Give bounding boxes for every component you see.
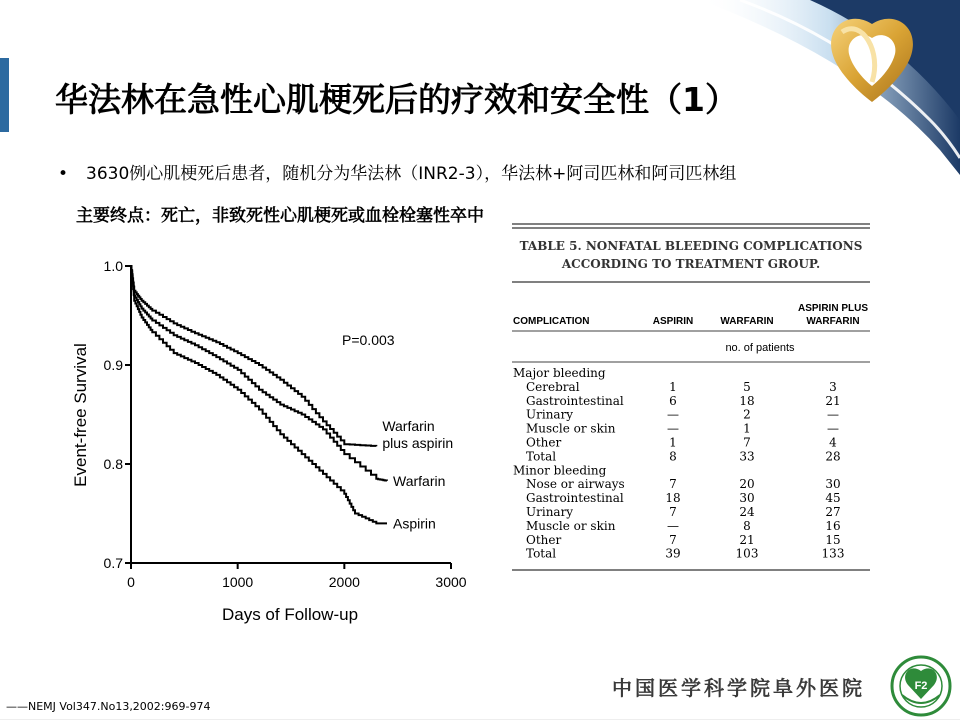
series-line-warfarin-plus-aspirin xyxy=(131,266,376,446)
table-cell: 16 xyxy=(825,518,841,533)
table-cell: — xyxy=(827,421,839,436)
table-cell: 6 xyxy=(669,393,677,408)
table-cell: 7 xyxy=(669,477,677,492)
citation: ——NEMJ Vol347.No13,2002:969-974 xyxy=(6,700,211,713)
table-row-label: Nose or airways xyxy=(526,477,625,492)
table-cell: — xyxy=(827,407,839,422)
table-cell: 7 xyxy=(669,505,677,519)
table-cell: 28 xyxy=(825,449,841,464)
table-cell: 18 xyxy=(739,393,755,408)
x-tick-label: 2000 xyxy=(328,574,360,590)
y-tick-label: 1.0 xyxy=(103,258,123,274)
table-cell: 1 xyxy=(669,435,677,450)
table-row-label: Total xyxy=(526,449,557,464)
table-cell: 15 xyxy=(825,532,841,547)
table-title-line-1: TABLE 5. NONFATAL BLEEDING COMPLICATIONS xyxy=(519,239,863,253)
y-tick-label: 0.8 xyxy=(103,456,123,472)
table-cell: 1 xyxy=(743,421,751,436)
km-survival-chart xyxy=(60,250,480,628)
table-cell: 1 xyxy=(669,379,677,394)
figure-heading: 主要终点：死亡，非致死性心肌梗死或血栓栓塞性卒中 xyxy=(76,206,484,226)
y-axis-label: Event-free Survival xyxy=(71,343,90,487)
table-cell: 30 xyxy=(825,477,841,492)
series-label-warfarin: Warfarin xyxy=(393,472,446,489)
table-cell: 7 xyxy=(669,532,677,547)
table-cell: 103 xyxy=(735,546,759,561)
table-cell: — xyxy=(667,407,679,422)
emblem-text: F2 xyxy=(914,680,928,692)
series-line-warfarin xyxy=(131,266,387,481)
table-cell: 45 xyxy=(825,491,841,506)
table-cell: — xyxy=(667,518,679,533)
table-cell: 133 xyxy=(821,546,845,561)
hospital-name: 中国医学科学院阜外医院 xyxy=(612,676,865,700)
table-cell: 5 xyxy=(743,379,751,394)
table-cell: — xyxy=(667,421,679,436)
table-cell: 8 xyxy=(743,518,751,533)
left-accent-bar xyxy=(0,58,9,132)
series-label-warfarin-plus-aspirin: plus aspirin xyxy=(382,435,454,452)
series-label-aspirin: Aspirin xyxy=(393,515,436,532)
table-cell: 33 xyxy=(739,449,755,464)
x-axis-label: Days of Follow-up xyxy=(221,605,359,624)
y-tick-label: 0.9 xyxy=(103,357,123,373)
bleeding-complications-table xyxy=(508,222,874,578)
table-row-label: Other xyxy=(526,435,562,450)
table-cell: 24 xyxy=(739,505,755,519)
table-cell: 39 xyxy=(665,546,681,561)
table-row-label: Total xyxy=(526,546,557,561)
table-row-label: Cerebral xyxy=(526,379,580,394)
table-cell: 4 xyxy=(829,435,837,450)
table-section-header: Major bleeding xyxy=(513,366,606,380)
table-cell: 21 xyxy=(825,393,841,408)
table-units: no. of patients xyxy=(725,342,795,354)
table-cell: 21 xyxy=(739,532,755,547)
table-header-aspirin: ASPIRIN xyxy=(652,316,694,327)
y-tick-label: 0.7 xyxy=(103,555,123,571)
table-cell: 20 xyxy=(739,477,755,492)
table-cell: 8 xyxy=(669,449,677,464)
table-cell: 2 xyxy=(743,407,751,422)
table-title-line-2: ACCORDING TO TREATMENT GROUP. xyxy=(561,257,821,271)
p-value-annotation: P=0.003 xyxy=(342,332,395,348)
table-header-warfarin: WARFARIN xyxy=(720,316,774,327)
table-cell: 30 xyxy=(739,491,755,506)
table-cell: 27 xyxy=(825,505,841,519)
table-row-label: Gastrointestinal xyxy=(526,491,624,506)
series-label-warfarin-plus-aspirin: Warfarin xyxy=(382,418,435,435)
table-row-label: Urinary xyxy=(526,407,574,422)
slide-title: 华法林在急性心肌梗死后的疗效和安全性（1） xyxy=(55,80,738,119)
table-row-label: Urinary xyxy=(526,505,574,519)
hospital-emblem-icon xyxy=(890,655,952,717)
x-tick-label: 0 xyxy=(127,574,135,590)
table-row-label: Muscle or skin xyxy=(526,421,616,436)
table-header-aspirin-plus-line-2: WARFARIN xyxy=(806,316,860,327)
table-header-aspirin-plus-line-1: ASPIRIN PLUS xyxy=(797,303,869,314)
table-row-label: Gastrointestinal xyxy=(526,393,624,408)
table-cell: 7 xyxy=(743,435,751,450)
x-tick-label: 1000 xyxy=(222,574,254,590)
table-section-header: Minor bleeding xyxy=(513,463,607,478)
table-cell: 18 xyxy=(665,491,681,506)
x-tick-label: 3000 xyxy=(435,574,467,590)
table-cell: 3 xyxy=(829,379,837,394)
bullet-point xyxy=(58,159,736,184)
table-row-label: Other xyxy=(526,532,562,547)
table-header-complication: COMPLICATION xyxy=(513,316,590,327)
table-row-label: Muscle or skin xyxy=(526,518,616,533)
series-line-aspirin xyxy=(131,266,387,523)
bullet-dot-icon: • xyxy=(58,164,69,184)
bullet-text: 3630例心肌梗死后患者，随机分为华法林（INR2-3），华法林+阿司匹林和阿司匹林组 xyxy=(86,164,737,184)
